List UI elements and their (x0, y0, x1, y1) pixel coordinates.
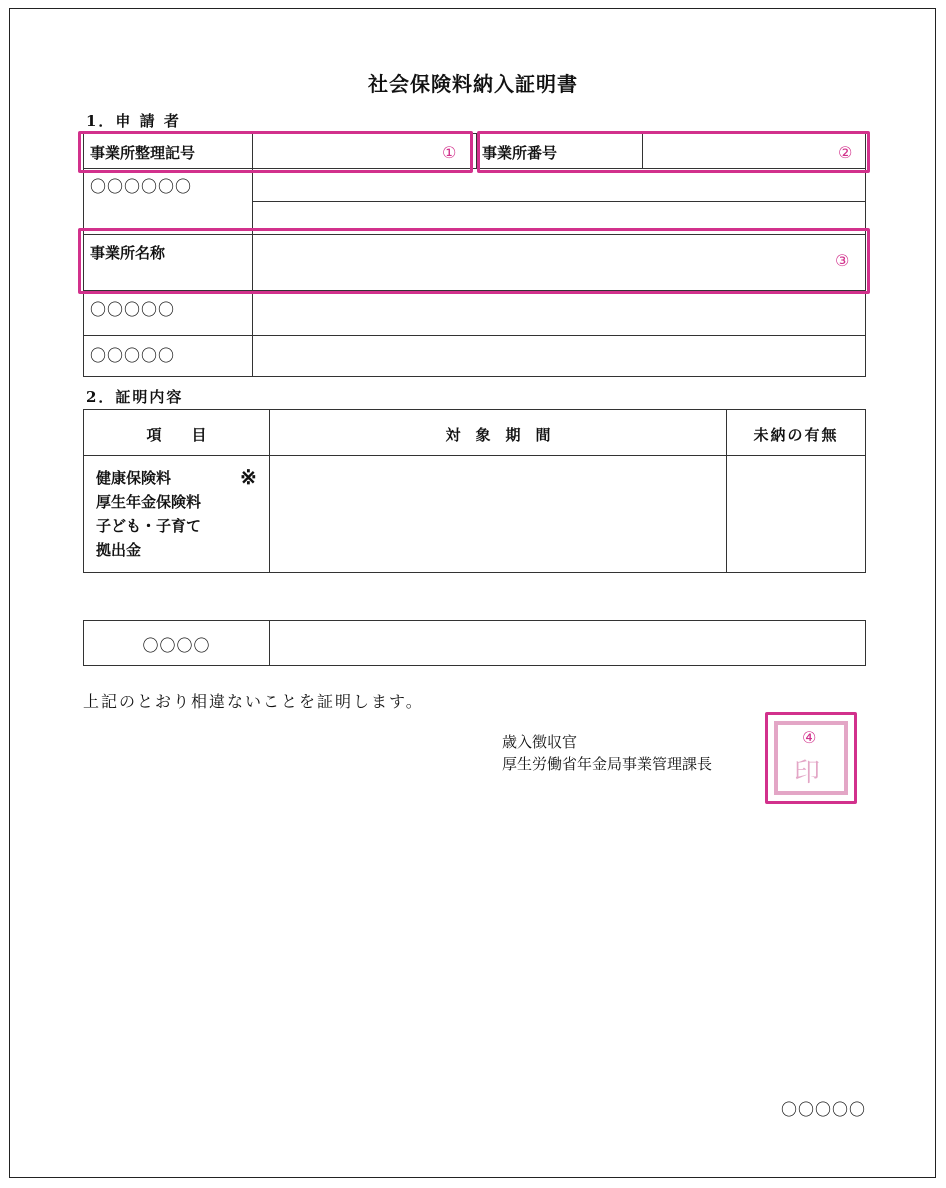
item-contribution: 拠出金 (96, 541, 142, 559)
marker-3: ③ (835, 251, 850, 270)
item-health: 健康保険料 (96, 469, 172, 487)
office-code-label: 事業所整理記号 (90, 144, 196, 162)
content-table (83, 409, 866, 573)
item-childcare: 子ども・子育て (96, 517, 202, 535)
item-list (96, 466, 201, 562)
section-content-label: 2．証明内容 (86, 388, 184, 406)
applicant-row4-field[interactable] (254, 291, 864, 335)
col-item-header: 項 目 (146, 426, 207, 444)
issuer-line-2: 厚生労働省年金局事業管理課長 (502, 755, 713, 773)
period-field[interactable] (270, 456, 726, 572)
unpaid-field[interactable] (727, 456, 865, 572)
seal-icon: 印 (794, 758, 821, 788)
marker-4: ④ (802, 728, 817, 747)
office-name-label: 事業所名称 (90, 244, 166, 262)
applicant-row2-field[interactable] (254, 169, 864, 233)
footer-code: 〇〇〇〇〇 (781, 1100, 867, 1119)
applicant-row2-label: 〇〇〇〇〇〇 (90, 177, 193, 196)
extra-row-field[interactable] (270, 621, 865, 665)
marker-1: ① (442, 143, 457, 162)
highlight-office-name (78, 228, 870, 294)
document-title: 社会保険料納入証明書 (368, 72, 578, 96)
highlight-office-code (78, 131, 473, 173)
marker-2: ② (838, 143, 853, 162)
col-unpaid-header: 未納の有無 (753, 426, 839, 444)
applicant-row4-label: 〇〇〇〇〇 (90, 300, 176, 319)
highlight-office-number (477, 131, 870, 173)
certification-statement: 上記のとおり相違ないことを証明します。 (83, 692, 424, 711)
note-mark: ※ (240, 465, 257, 489)
applicant-row5-field[interactable] (254, 336, 864, 376)
col-period-header: 対 象 期 間 (445, 426, 551, 444)
item-pension: 厚生年金保険料 (96, 493, 202, 511)
issuer-line-1: 歳入徴収官 (502, 733, 578, 751)
section-applicant-label: 1．申 請 者 (86, 112, 181, 130)
extra-table (83, 620, 866, 666)
applicant-row5-label: 〇〇〇〇〇 (90, 346, 176, 365)
extra-row-label: 〇〇〇〇 (142, 636, 211, 655)
office-number-label: 事業所番号 (482, 144, 558, 162)
